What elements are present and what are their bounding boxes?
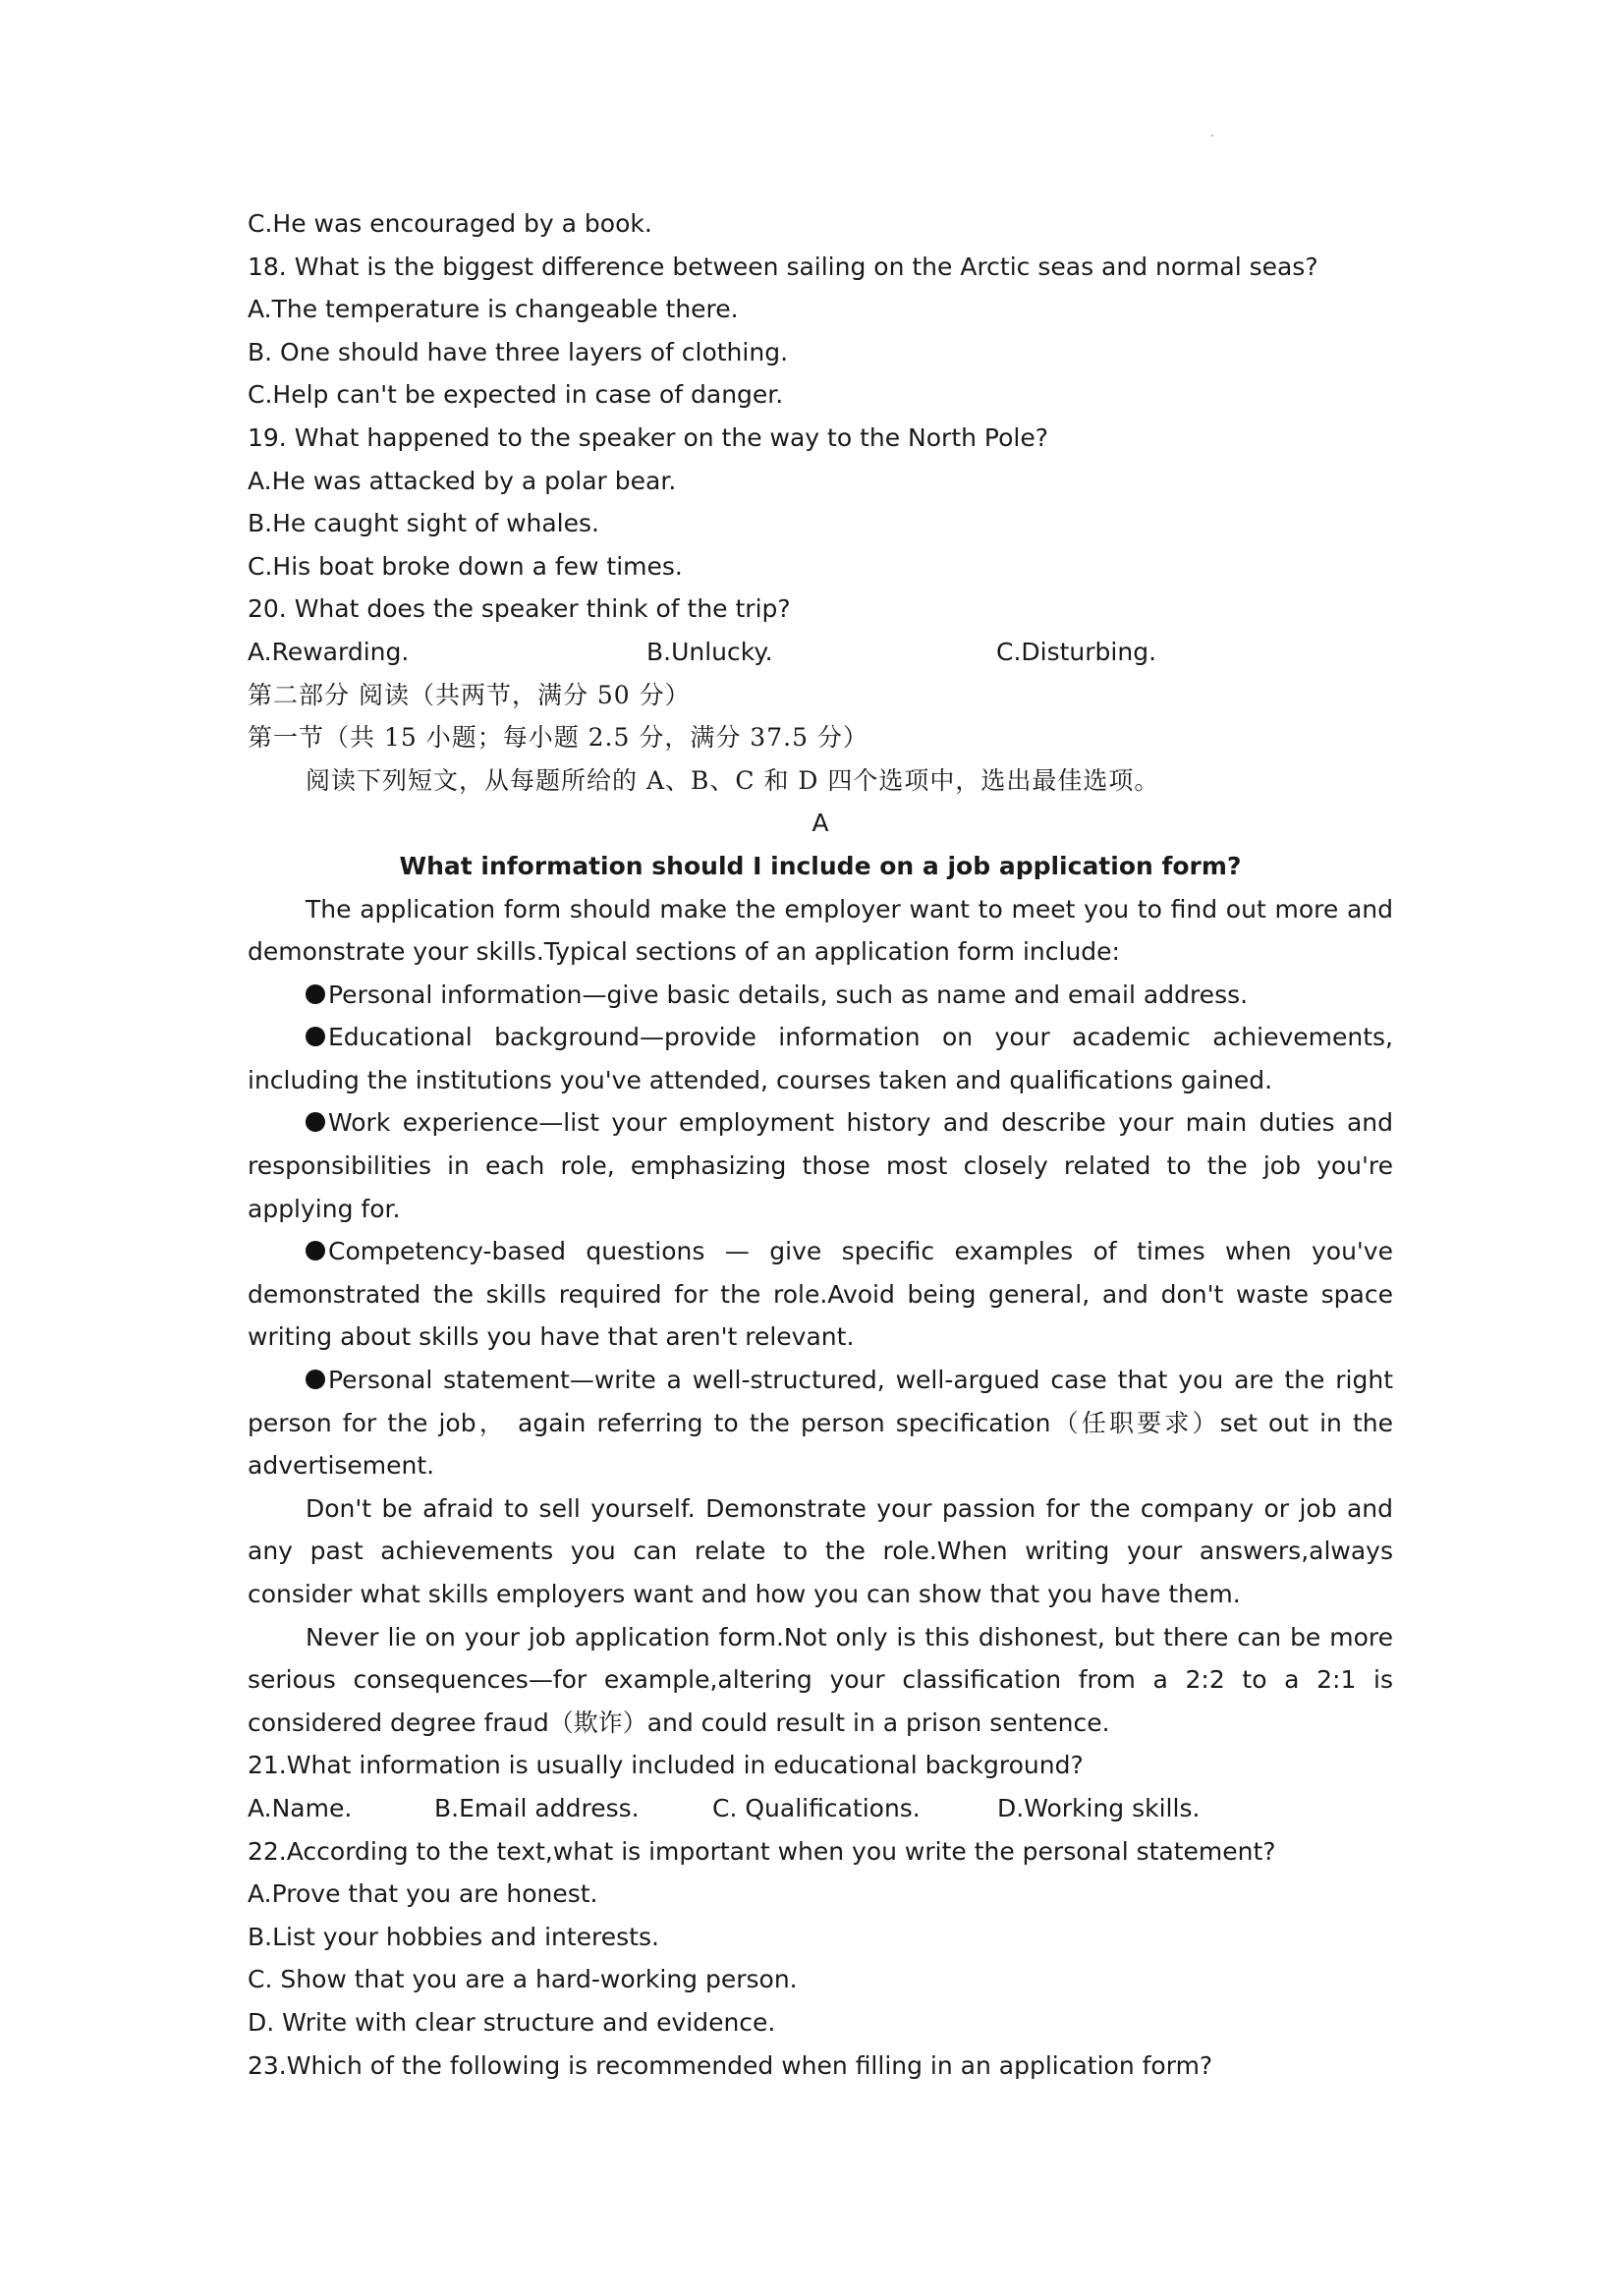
q18-question: 18. What is the biggest difference between sailing on the Arctic seas and normal seas?: [248, 252, 1318, 281]
bullet-text: Competency-based questions — give specific examples of times when you've demonstrated the skills required for the role.Avoid being general, and don't waste space writing about skills you have that aren't relevant.: [248, 1237, 1393, 1352]
q22-option-a: A.Prove that you are honest.: [248, 1879, 598, 1909]
q19-option-c: C.His boat broke down a few times.: [248, 551, 683, 581]
bullet-text: Educational background—provide information on your academic achievements, including the institutions you've attended, courses taken and qualifications gained.: [248, 1023, 1393, 1094]
bullet-personal-information: [248, 974, 1393, 1017]
passage-letter: A: [812, 809, 829, 838]
q20-option-c: C.Disturbing.: [996, 637, 1157, 666]
q22-option-d: D. Write with clear structure and evidence.: [248, 2007, 776, 2037]
bullet-text: Personal statement—write a well-structured, well-argued case that you are the right person for the job， again referring to the person specification（任职要求）set out in the advertisement.: [248, 1366, 1393, 1481]
q22-question: 22.According to the text,what is important when you write the personal statement?: [248, 1836, 1276, 1866]
q19-question: 19. What happened to the speaker on the way to the North Pole?: [248, 422, 1049, 452]
q18-option-b: B. One should have three layers of clothing.: [248, 337, 789, 366]
q19-option-a: A.He was attacked by a polar bear.: [248, 466, 677, 495]
bullet-dot-icon: [306, 1112, 325, 1132]
bullet-dot-icon: [306, 1027, 325, 1046]
bullet-educational-background: [248, 1016, 1393, 1101]
q17-option-c: C.He was encouraged by a book.: [248, 209, 652, 238]
passage-intro: The application form should make the employer want to meet you to find out more and demonstrate your skills.Typical sections of an application form include:: [248, 894, 1393, 967]
passage-paragraph-2: Don't be afraid to sell yourself. Demonstrate your passion for the company or job and any past achievements you can relate to the role.When writing your answers,always consider what skills employers want and how you can show that you have them.: [248, 1493, 1393, 1608]
q21-option-a: A.Name.: [248, 1793, 353, 1822]
q21-option-c: C. Qualifications.: [712, 1793, 921, 1822]
bullet-text: Personal information—give basic details, such as name and email address.: [328, 980, 1249, 1009]
q22-option-b: B.List your hobbies and interests.: [248, 1922, 659, 1951]
reading-instruction: 阅读下列短文，从每题所给的 A、B、C 和 D 四个选项中，选出最佳选项。: [306, 765, 1160, 795]
passage-paragraph-3: Never lie on your job application form.Not only is this dishonest, but there can be more serious consequences—for example,altering your classification from a 2:2 to a 2:1 is considered degree fraud（欺诈）and could result in a prison sentence.: [248, 1622, 1393, 1737]
section-part2-heading: 第二部分 阅读（共两节，满分 50 分）: [248, 680, 691, 709]
bullet-personal-statement: [248, 1359, 1393, 1487]
bullet-dot-icon: [306, 1370, 325, 1389]
bullet-dot-icon: [306, 984, 325, 1004]
passage-title: What information should I include on a job application form?: [399, 851, 1242, 880]
q21-question: 21.What information is usually included in educational background?: [248, 1751, 1084, 1780]
scan-speck: [1211, 135, 1213, 137]
q20-question: 20. What does the speaker think of the trip?: [248, 594, 791, 624]
q18-option-a: A.The temperature is changeable there.: [248, 295, 739, 324]
exam-page: [248, 202, 1393, 2087]
q21-options: [248, 1787, 1393, 1830]
q20-options: [248, 631, 1393, 674]
q20-option-b: B.Unlucky.: [646, 637, 773, 666]
q21-option-d: D.Working skills.: [997, 1793, 1201, 1822]
q21-option-b: B.Email address.: [434, 1793, 640, 1822]
bullet-text: Work experience—list your employment history and describe your main duties and responsibilities in each role, emphasizing those most closely related to the job you're applying for.: [248, 1108, 1393, 1223]
q20-option-a: A.Rewarding.: [248, 637, 410, 666]
q18-option-c: C.Help can't be expected in case of danger.: [248, 380, 784, 410]
section-1-heading: 第一节（共 15 小题；每小题 2.5 分，满分 37.5 分）: [248, 723, 868, 753]
q19-option-b: B.He caught sight of whales.: [248, 509, 599, 538]
bullet-dot-icon: [306, 1241, 325, 1260]
q23-question: 23.Which of the following is recommended when filling in an application form?: [248, 2050, 1213, 2080]
bullet-competency-questions: [248, 1230, 1393, 1359]
q22-option-c: C. Show that you are a hard-working person.: [248, 1965, 798, 1994]
bullet-work-experience: [248, 1101, 1393, 1230]
